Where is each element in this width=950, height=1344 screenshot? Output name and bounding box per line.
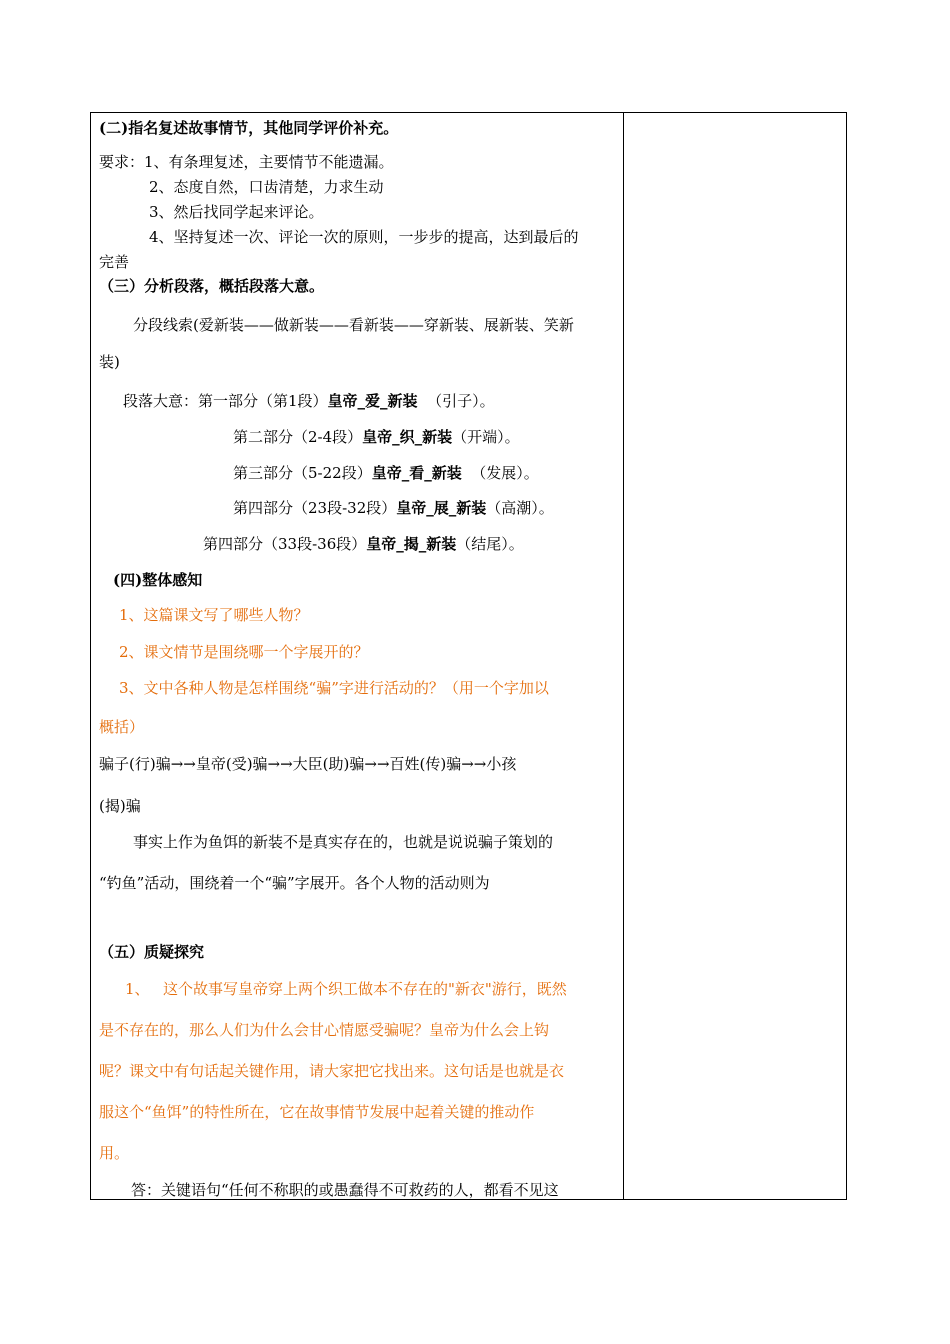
requirement-1: 要求：1、有条理复述，主要情节不能遗漏。 [99,153,394,171]
inquiry-number: 1、 [125,980,150,998]
part-1-stage: （引子）。 [427,392,495,410]
part-4-theme: 皇帝_展_新装 [396,499,487,517]
answer-text: 答：关键语句“任何不称职的或愚蠢得不可救药的人，都看不见这 [131,1181,559,1199]
section-4-title: (四)整体感知 [113,571,203,589]
part-summary-4 [233,498,554,518]
part-summary-2 [233,427,520,447]
part-3-theme: 皇帝_看_新装 [371,464,462,482]
section-5-title: （五）质疑探究 [99,943,205,961]
part-5-theme: 皇帝_揭_新装 [366,535,457,553]
question-1: 1、这篇课文写了哪些人物？ [119,606,309,624]
inquiry-question-line-2: 是不存在的，那么人们为什么会甘心情愿受骗呢？皇帝为什么会上钩 [99,1021,550,1039]
inquiry-question: 这个故事写皇帝穿上两个织工做本不存在的"新衣"游行，既然 [163,980,567,998]
requirement-4: 4、坚持复述一次、评论一次的原则，一步步的提高，达到最后的 [149,228,579,246]
section-2-title: (二)指名复述故事情节，其他同学评价补充。 [99,119,399,137]
question-2: 2、课文情节是围绕哪一个字展开的？ [119,643,369,661]
notes-column [624,113,846,1199]
question-3: 3、文中各种人物是怎样围绕“骗”字进行活动的？（用一个字加以 [119,679,549,697]
part-5-label: 第四部分（33段-36段） [203,535,367,553]
deception-chain-cont: (揭)骗 [99,797,141,815]
part-2-stage: （开端）。 [452,428,520,446]
part-2-label: 第二部分（2-4段） [233,428,363,446]
fact-paragraph: 事实上作为鱼饵的新装不是真实存在的，也就是说说骗子策划的 [133,833,554,851]
fact-paragraph-cont: “钓鱼”活动，围绕着一个“骗”字展开。各个人物的活动则为 [99,874,490,892]
part-summary-3 [233,463,539,483]
segment-clue-cont: 装) [99,353,120,371]
part-4-stage: （高潮）。 [486,499,554,517]
part-1-label: 段落大意：第一部分（第1段） [123,392,328,410]
part-summary-1 [123,391,495,411]
part-summary-5 [203,534,524,554]
question-3-cont: 概括） [99,718,145,736]
section-3-title: （三）分析段落，概括段落大意。 [99,277,325,295]
requirement-4-cont: 完善 [99,253,130,271]
deception-chain: 骗子(行)骗→→皇帝(受)骗→→大臣(助)骗→→百姓(传)骗→→小孩 [99,755,517,773]
part-1-theme: 皇帝_爱_新装 [327,392,418,410]
part-2-theme: 皇帝_织_新装 [362,428,453,446]
inquiry-question-line-3: 呢？课文中有句话起关键作用，请大家把它找出来。这句话是也就是衣 [99,1062,565,1080]
part-3-label: 第三部分（5-22段） [233,464,372,482]
inquiry-question-line-4: 服这个“鱼饵”的特性所在，它在故事情节发展中起着关键的推动作 [99,1103,535,1121]
inquiry-question-line-5: 用。 [99,1144,130,1162]
requirement-3: 3、然后找同学起来评论。 [149,203,324,221]
segment-clue: 分段线索(爱新装——做新装——看新装——穿新装、展新装、笑新 [133,316,574,334]
part-4-label: 第四部分（23段-32段） [233,499,397,517]
requirement-2: 2、态度自然，口齿清楚，力求生动 [149,178,384,196]
part-5-stage: （结尾）。 [456,535,524,553]
lesson-plan-table [90,112,847,1200]
part-3-stage: （发展）。 [471,464,539,482]
